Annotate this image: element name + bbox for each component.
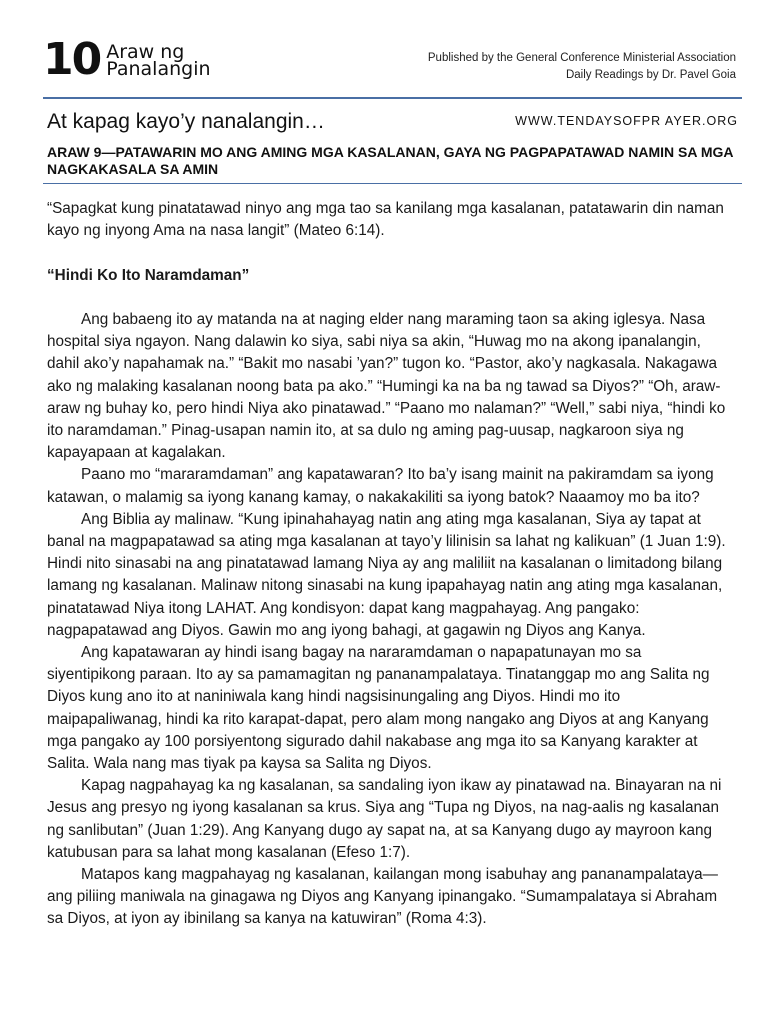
title-divider: [43, 183, 742, 184]
paragraph: Ang kapatawaran ay hindi isang bagay na nararamdaman o napapatunayan mo sa siyentipikong paraan. Ito ay sa pamamagitan ng pananampalataya. Tinatanggap mo ang Salita ng Diyos kung ano ito at naniniwala kang hindi nagsisinungaling ang Diyos. Hindi mo ito maipapaliwanag, hindi ka rito karapat-dapat, pero alam mong nangako ang Diyos at ang Kanyang mga pangako ay 100 porsiyentong sigurado dahil nakabase ang mga ito sa Kanyang karakter at Salita. Wala nang mas tiyak pa kaysa sa Salita ng Diyos.: [47, 644, 710, 773]
publisher-line-1: Published by the General Conference Ministerial Association: [427, 52, 736, 64]
paragraph: Ang babaeng ito ay matanda na at naging elder nang maraming taon sa aking iglesya. Nasa hospital siya ngayon. Nang dalawin ko siya, sabi niya sa akin, “Huwag mo na akong ipanalangin, dahil ako’y napahamak na.” “Bakit mo nasabi ’yan?” tugon ko. “Pastor, ako’y nagkasala. Nakagawa ako ng malaking kasalanan noong bata pa ako.” “Humingi ka na ba ng tawad sa Diyos?” “Oh, araw-araw ng buhay ko, pero hindi Niya ako pinatawad.” “Paano mo nalaman?” “Well,” sabi niya, “hindi ko ito naramdaman.” Pinag-usapan namin ito, at sa dulo ng aming pag-uusap, nagkaroon siya ng kapayapaan at kagalakan.: [47, 310, 726, 462]
reading-body: [47, 198, 729, 931]
website-link[interactable]: WWW.TENDAYSOFPR AYER.ORG: [515, 114, 738, 128]
day-title: ARAW 9—PATAWARIN MO ANG AMING MGA KASALANAN, GAYA NG PAGPAPATAWAD NAMIN SA MGA NAGKAKASALA SA AMIN: [47, 144, 733, 177]
publisher-info: [428, 50, 736, 84]
header-divider: [43, 97, 742, 99]
publisher-line-2: Daily Readings by Dr. Pavel Goia: [565, 69, 736, 81]
page-heading: At kapag kayo’y nanalangin…: [47, 110, 325, 133]
bible-verse: “Sapagkat kung pinatatawad ninyo ang mga tao sa kanilang mga kasalanan, patatawarin din naman kayo ng inyong Ama na nasa langit” (Mateo 6:14).: [47, 200, 724, 240]
logo-line-1: Araw ng: [106, 41, 185, 63]
logo-line-2: Panalangin: [106, 58, 211, 80]
logo-text: [106, 41, 211, 80]
paragraph: Kapag nagpahayag ka ng kasalanan, sa sandaling iyon ikaw ay pinatawad na. Binayaran na ni Jesus ang presyo ng iyong kasalanan sa krus. Siya ang “Tupa ng Diyos, na nag-aalis ng kasalanan ng sanlibutan” (Juan 1:29). Ang Kanyang dugo ay sapat na, at sa Kanyang dugo ay mayroon kang katubusan para sa lahat mong kasalanan (Efeso 1:7).: [47, 777, 722, 861]
paragraph: Matapos kang magpahayag ng kasalanan, kailangan mong isabuhay ang pananampalataya—ang piliing maniwala na ginagawa ng Diyos ang Kanyang ipinangako. “Sumampalataya si Abraham sa Diyos, at iyon ay ibinilang sa kanya na katuwiran” (Roma 4:3).: [47, 866, 718, 928]
logo: [43, 34, 211, 85]
section-subheading: “Hindi Ko Ito Naramdaman”: [47, 266, 250, 284]
logo-number: 10: [43, 34, 101, 85]
paragraph: Ang Biblia ay malinaw. “Kung ipinahahayag natin ang ating mga kasalanan, Siya ay tapat at banal na magpapatawad sa ating mga kasalanan at tayo’y lilinisin sa lahat ng kalikuan” (1 Juan 1:9). Hindi nito sinasabi na ang pinatatawad lamang Niya ay ang maliliit na kasalanan o limitadong bilang lamang ng kasalanan. Malinaw nitong sinasabi na kung ipapahayag natin ang ating mga kasalanan, pinatatawad Niya itong LAHAT. Ang kondisyon: dapat kang magpahayag. Ang pangako: nagpapatawad ang Diyos. Gawin mo ang iyong bahagi, at gagawin ng Diyos ang Kanya.: [47, 510, 726, 639]
paragraph: Paano mo “mararamdaman” ang kapatawaran? Ito ba’y isang mainit na pakiramdam sa iyong katawan, o malamig sa iyong kanang kamay, o nakakakiliti sa iyong batok? Naaamoy mo ba ito?: [47, 466, 714, 506]
